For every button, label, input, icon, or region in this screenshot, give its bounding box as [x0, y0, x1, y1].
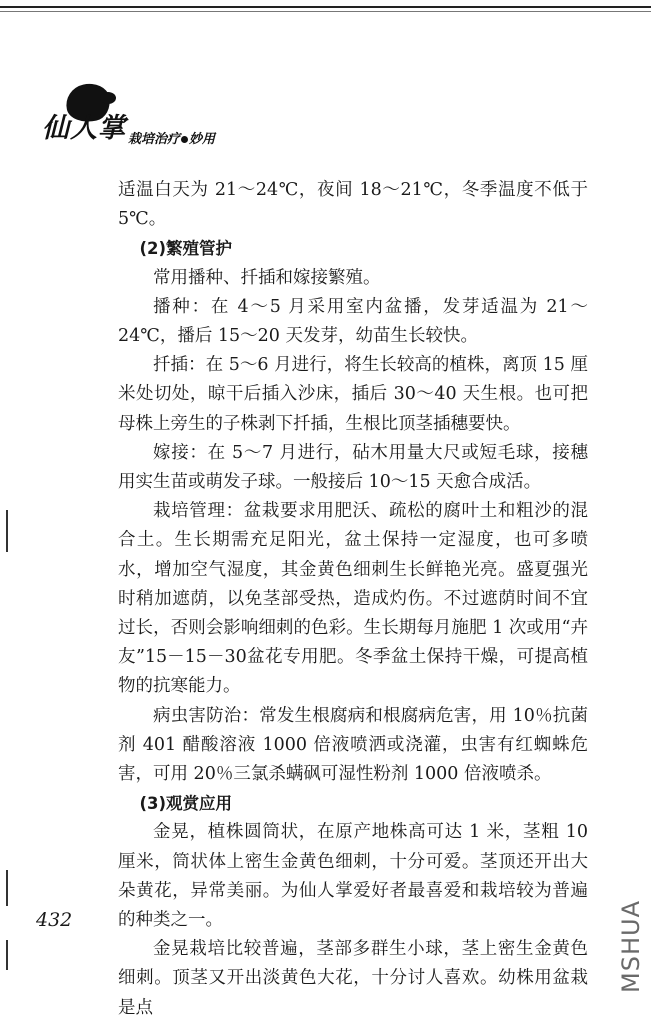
paragraph: 金晃，植株圆筒状，在原产地株高可达 1 米，茎粗 10 厘米，筒状体上密生金黄色细刺，十分可爱。茎顶还开出大朵黄花，异常美丽。为仙人掌爱好者最喜爱和栽培较为普遍的种类之一。 — [118, 822, 588, 931]
logo-subtitle-right: 妙用 — [189, 132, 216, 147]
binding-edge-mark — [6, 870, 8, 906]
top-rule-thin — [0, 11, 651, 12]
header-logo — [30, 78, 230, 158]
watermark: MSHUA — [617, 900, 645, 993]
paragraph: 常用播种、扦插和嫁接繁殖。 — [153, 267, 381, 288]
logo-subtitle-left: 栽培 — [128, 132, 155, 147]
page-body — [118, 176, 588, 1023]
paragraph: 嫁接：在 5～7 月进行，砧木用量大尺或短毛球，接穗用实生苗或萌发子球。一般接后 10～15 天愈合成活。 — [118, 442, 588, 493]
paragraph: 病虫害防治：常发生根腐病和根腐病危害，用 10％抗菌剂 401 醋酸溶液 1000 倍液喷洒或浇灌，虫害有红蜘蛛危害，可用 20％三氯杀螨砜可湿性粉剂 1000 倍液喷杀。 — [118, 705, 588, 785]
paragraph: 栽培管理：盆栽要求用肥沃、疏松的腐叶土和粗沙的混合土。生长期需充足阳光，盆土保持一定湿度，也可多喷水，增加空气湿度，其金黄色细刺生长鲜艳光亮。盛夏强光时稍加遮荫，以免茎部受热，造成灼伤。不过遮荫时间不宜过长，否则会影响细刺的色彩。生长期每月施肥 1 次或用“卉友”15－15－30盆花专用肥。冬季盆土保持干燥，可提高植物的抗寒能力。 — [118, 501, 588, 697]
paragraph: 播种：在 4～5 月采用室内盆播，发芽适温为 21～24℃，播后 15～20 天发芽，幼苗生长较快。 — [118, 296, 588, 347]
paragraph-continuation: 适温白天为 21～24℃，夜间 18～21℃，冬季温度不低于 5℃。 — [118, 180, 588, 230]
logo-subtitle-mid: 治疗 — [154, 132, 181, 147]
top-rule — [0, 6, 651, 8]
paragraph: 金晃栽培比较普遍，茎部多群生小球，茎上密生金黄色细刺。顶茎又开出淡黄色大花，十分讨人喜欢。幼株用盆栽是点 — [118, 939, 588, 1018]
section-heading: (2)繁殖管护 — [139, 239, 233, 259]
logo-subtitle — [128, 128, 215, 147]
logo-title: 仙人掌 — [42, 113, 126, 144]
page-number: 432 — [36, 909, 73, 931]
section-heading: (3)观赏应用 — [139, 794, 233, 814]
logo-ink-dot-icon — [100, 92, 116, 104]
paragraph: 扦插：在 5～6 月进行，将生长较高的植株，离顶 15 厘米处切处，晾干后插入沙床，插后 30～40 天生根。也可把母株上旁生的子株剥下扦插，生根比顶茎插穗要快。 — [118, 355, 588, 434]
binding-edge-mark — [6, 510, 8, 552]
binding-edge-mark — [6, 940, 8, 970]
logo-bullet-icon — [181, 136, 188, 143]
